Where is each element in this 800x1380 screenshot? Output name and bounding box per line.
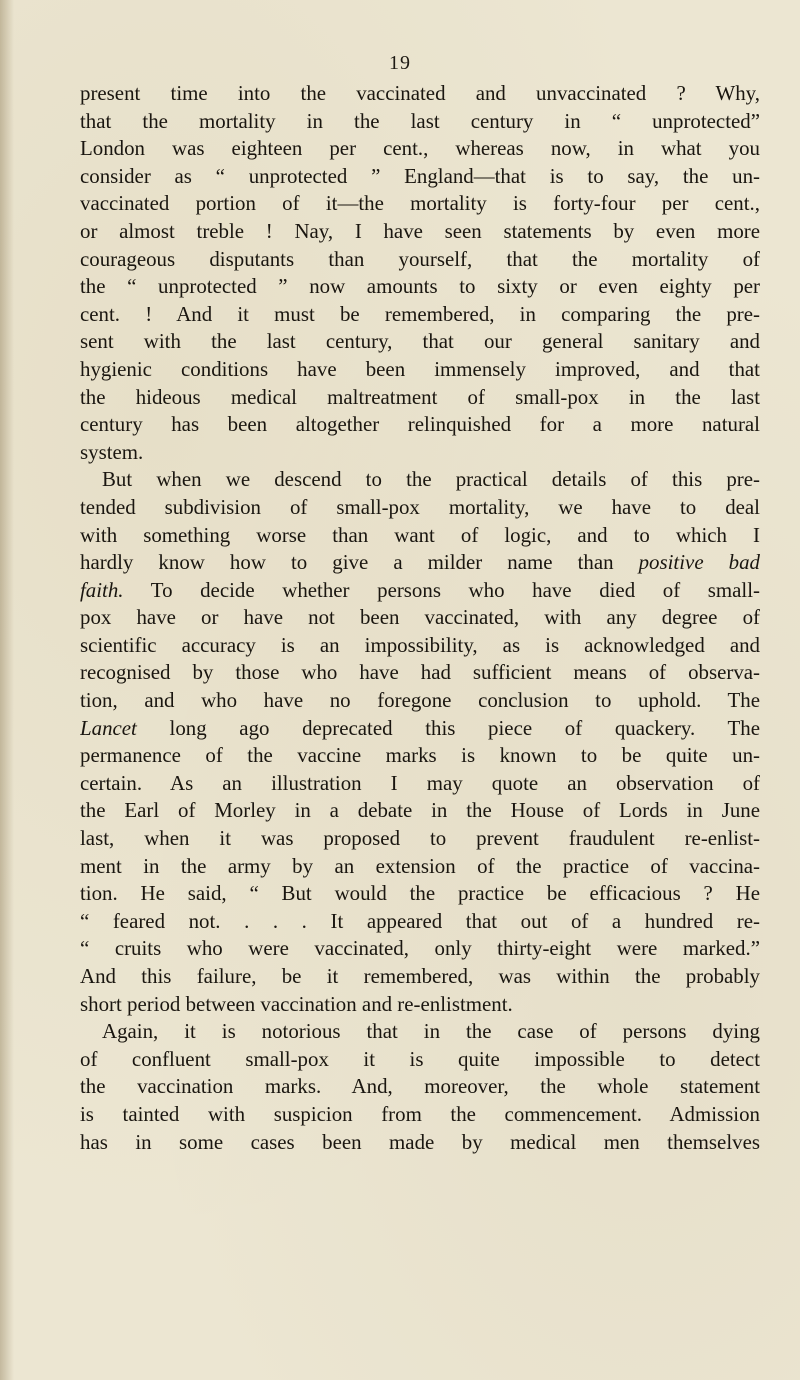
text-span: hardly know how to give a milder name than bbox=[80, 550, 639, 575]
text-line: tended subdivision of small-pox mortality, we have to deal bbox=[80, 494, 760, 519]
text-line: permanence of the vaccine marks is known to be quite un- bbox=[80, 743, 760, 768]
text-line: of confluent small-pox it is quite impossible to detect bbox=[80, 1046, 760, 1071]
text-line: the Earl of Morley in a debate in the House of Lords in June bbox=[80, 798, 760, 823]
text-line: recognised by those who have had sufficient means of observa- bbox=[80, 660, 760, 685]
text-line: pox have or have not been vaccinated, with any degree of bbox=[80, 605, 760, 630]
page-number: 19 bbox=[389, 52, 411, 74]
text-line: present time into the vaccinated and unvaccinated ? Why, bbox=[80, 81, 760, 105]
text-line: has in some cases been made by medical men themselves bbox=[80, 1129, 760, 1154]
text-line: the vaccination marks. And, moreover, the whole statement bbox=[80, 1074, 760, 1099]
text-line: last, when it was proposed to prevent fraudulent re-enlist- bbox=[80, 826, 760, 851]
text-line bbox=[80, 549, 760, 577]
text-line: century has been altogether relinquished for a more natural bbox=[80, 412, 760, 437]
text-line: short period between vaccination and re-enlistment. bbox=[80, 991, 513, 1016]
italic-phrase: faith. bbox=[80, 577, 124, 602]
body-text bbox=[80, 80, 760, 1156]
text-line: “ cruits who were vaccinated, only thirty-eight were marked.” bbox=[80, 936, 760, 961]
italic-phrase: positive bad bbox=[638, 550, 760, 575]
text-line: Again, it is notorious that in the case of persons dying bbox=[102, 1019, 760, 1044]
text-line bbox=[80, 577, 760, 605]
text-line: ment in the army by an extension of the practice of vaccina- bbox=[80, 853, 760, 878]
text-line: “ feared not. . . . It appeared that out of a hundred re- bbox=[80, 908, 760, 933]
text-line: is tainted with suspicion from the commencement. Admission bbox=[80, 1101, 760, 1126]
italic-phrase: Lancet bbox=[80, 715, 137, 740]
text-line: courageous disputants than yourself, that the mortality of bbox=[80, 246, 760, 271]
text-line bbox=[80, 715, 760, 743]
text-line: that the mortality in the last century in “ unprotected” bbox=[80, 108, 760, 133]
text-line: tion, and who have no foregone conclusion to uphold. The bbox=[80, 688, 760, 713]
page-gutter-shadow bbox=[0, 0, 14, 1380]
text-line: consider as “ unprotected ” England—that is to say, the un- bbox=[80, 163, 760, 188]
text-line: London was eighteen per cent., whereas now, in what you bbox=[80, 136, 760, 161]
text-span: long ago deprecated this piece of quackery. The bbox=[136, 715, 760, 740]
text-line: tion. He said, “ But would the practice be efficacious ? He bbox=[80, 881, 760, 906]
text-line: cent. ! And it must be remembered, in comparing the pre- bbox=[80, 301, 760, 326]
text-line: vaccinated portion of it—the mortality is forty-four per cent., bbox=[80, 191, 760, 216]
text-line: certain. As an illustration I may quote an observation of bbox=[80, 770, 760, 795]
text-span: To decide whether persons who have died of small- bbox=[123, 577, 760, 602]
text-line: And this failure, be it remembered, was within the probably bbox=[80, 964, 760, 988]
text-line: But when we descend to the practical details of this pre- bbox=[102, 467, 760, 492]
text-line: scientific accuracy is an impossibility, as is acknowledged and bbox=[80, 632, 760, 657]
text-line: or almost treble ! Nay, I have seen statements by even more bbox=[80, 218, 760, 243]
text-line: system. bbox=[80, 439, 144, 464]
text-line: the “ unprotected ” now amounts to sixty or even eighty per bbox=[80, 274, 760, 299]
text-line: sent with the last century, that our general sanitary and bbox=[80, 329, 760, 354]
text-line: the hideous medical maltreatment of small-pox in the last bbox=[80, 384, 760, 409]
text-line: with something worse than want of logic, and to which I bbox=[80, 522, 760, 547]
text-line: hygienic conditions have been immensely improved, and that bbox=[80, 356, 760, 381]
